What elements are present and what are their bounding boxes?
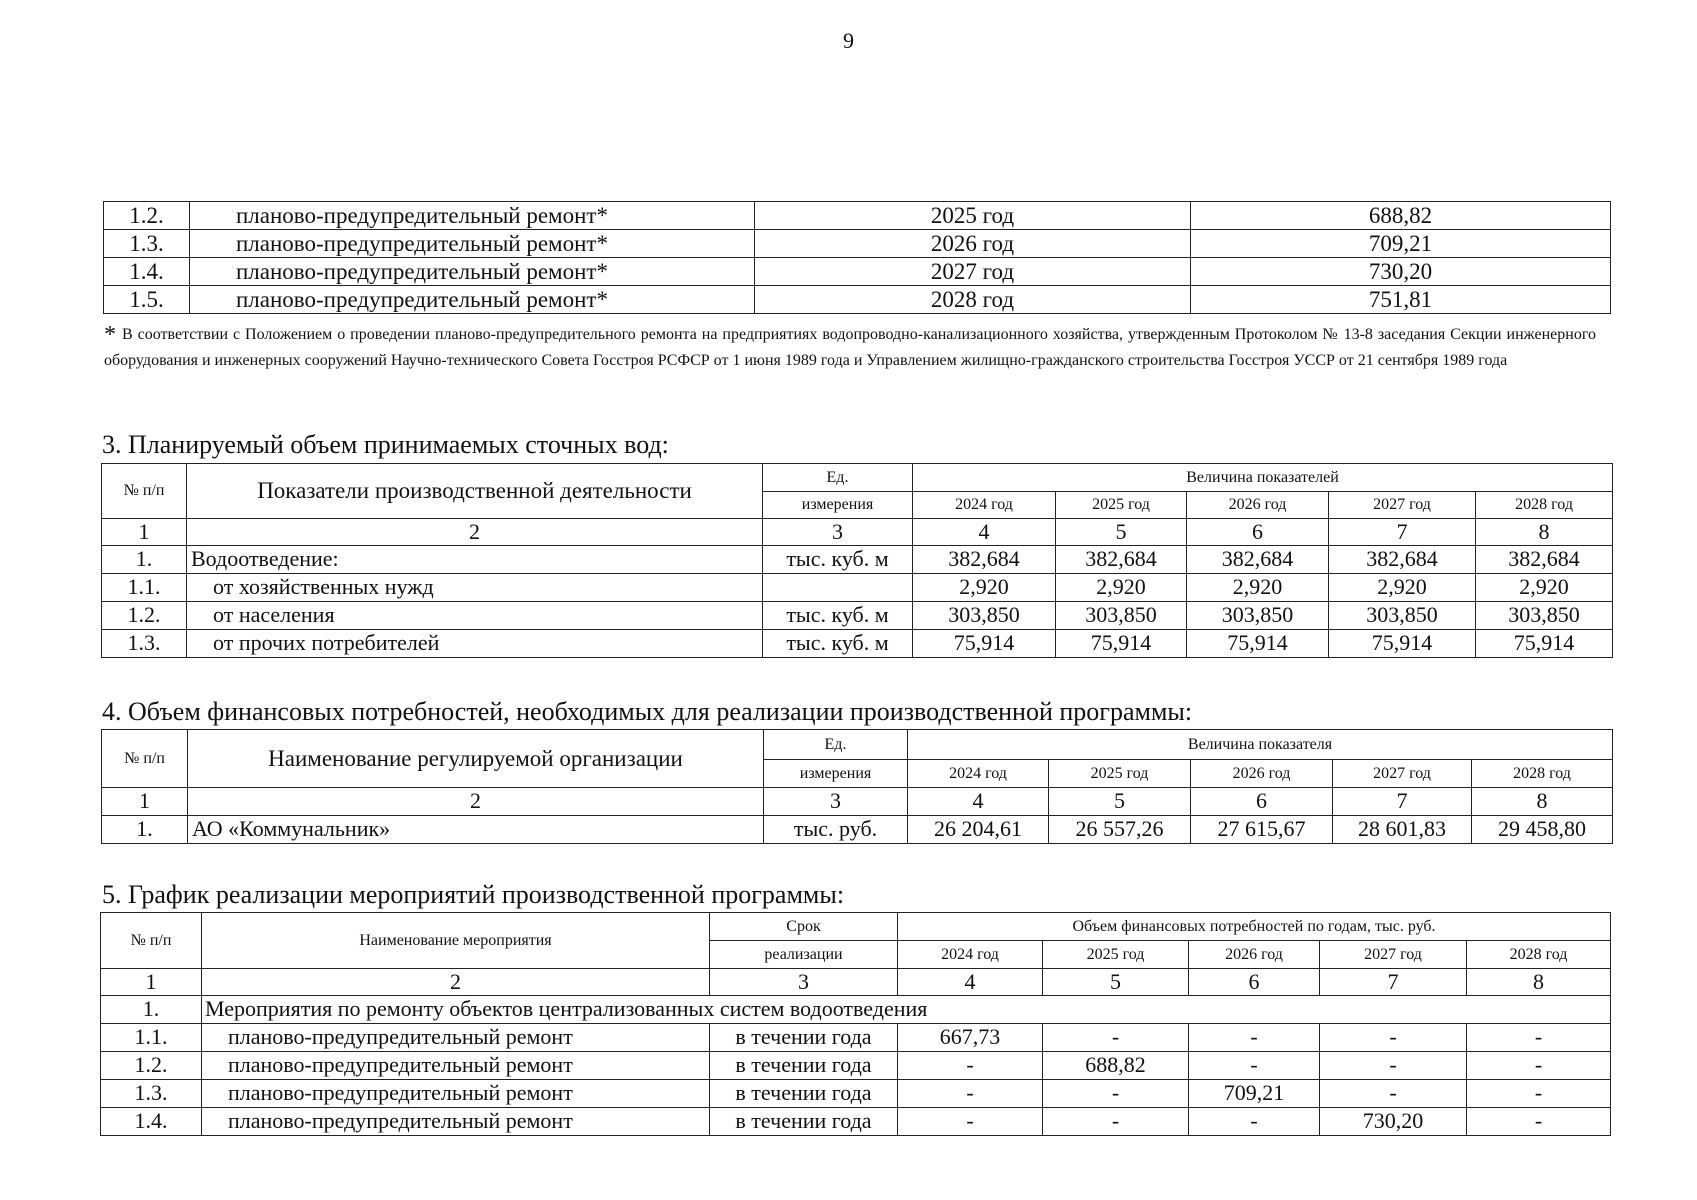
table-row: [102, 816, 1613, 844]
header-year: 2024 год: [908, 760, 1049, 788]
column-number-row: [101, 969, 1611, 996]
row-num: 1.2.: [104, 202, 190, 230]
row-term: в течении года: [710, 1024, 898, 1052]
header-unit-line2: измерения: [764, 760, 908, 788]
header-num: № п/п: [102, 730, 188, 788]
row-num: 1.3.: [101, 1080, 202, 1108]
column-number: 6: [1191, 788, 1333, 816]
row-value: 2,920: [913, 574, 1056, 602]
row-name: от населения: [187, 602, 763, 630]
column-number: 4: [913, 519, 1056, 546]
row-value: 382,684: [1329, 546, 1476, 574]
row-value: -: [1043, 1024, 1189, 1052]
row-value: -: [1189, 1024, 1320, 1052]
row-value: -: [1320, 1052, 1467, 1080]
column-number-row: [102, 519, 1613, 546]
row-value: 2,920: [1056, 574, 1187, 602]
row-year: 2025 год: [755, 202, 1191, 230]
row-value: 709,21: [1189, 1080, 1320, 1108]
financial-needs-body: [102, 816, 1613, 844]
table-row: [101, 1052, 1611, 1080]
header-year: 2028 год: [1467, 941, 1611, 969]
row-value: 303,850: [1056, 602, 1187, 630]
table-row: [102, 602, 1613, 630]
header-values-group: Объем финансовых потребностей по годам, тыс. руб.: [898, 913, 1611, 941]
row-value: -: [1467, 1080, 1611, 1108]
row-value: 303,850: [1476, 602, 1613, 630]
column-number: 6: [1189, 969, 1320, 996]
column-number: 1: [102, 788, 188, 816]
header-year: 2028 год: [1472, 760, 1613, 788]
row-term: в течении года: [710, 1108, 898, 1136]
column-number: 3: [710, 969, 898, 996]
header-org: Наименование регулируемой организации: [188, 730, 764, 788]
row-value: 688,82: [1043, 1052, 1189, 1080]
row-num: 1.: [102, 546, 187, 574]
row-unit: тыс. руб.: [764, 816, 908, 844]
header-year: 2026 год: [1187, 492, 1329, 519]
row-num: 1.2.: [102, 602, 187, 630]
row-value: 382,684: [913, 546, 1056, 574]
header-year: 2024 год: [913, 492, 1056, 519]
row-name: планово-предупредительный ремонт*: [190, 286, 755, 314]
header-unit-line1: Ед.: [764, 730, 908, 760]
row-name: планово-предупредительный ремонт*: [190, 258, 755, 286]
table-row: [104, 230, 1611, 258]
row-term: в течении года: [710, 1080, 898, 1108]
row-name: планово-предупредительный ремонт*: [190, 230, 755, 258]
row-num: 1.1.: [101, 1024, 202, 1052]
header-year: 2024 год: [898, 941, 1043, 969]
header-unit-line2: измерения: [763, 492, 913, 519]
row-value: 730,20: [1191, 258, 1611, 286]
column-number: 2: [202, 969, 710, 996]
row-unit: тыс. куб. м: [763, 602, 913, 630]
row-value: -: [1043, 1080, 1189, 1108]
column-number: 7: [1329, 519, 1476, 546]
implementation-schedule-table: [100, 912, 1611, 1136]
repair-continuation-table: [103, 201, 1611, 314]
row-value: 26 204,61: [908, 816, 1049, 844]
row-value: -: [1467, 1024, 1611, 1052]
header-year: 2027 год: [1333, 760, 1472, 788]
row-value: 2,920: [1476, 574, 1613, 602]
table-row: [102, 574, 1613, 602]
section5-title: 5. График реализации мероприятий производственной программы:: [102, 880, 845, 909]
column-number: 3: [764, 788, 908, 816]
row-num: 1.4.: [101, 1108, 202, 1136]
header-num: № п/п: [102, 464, 187, 519]
column-number: 5: [1049, 788, 1191, 816]
footnote: [104, 322, 1596, 374]
header-indicator: Показатели производственной деятельности: [187, 464, 763, 519]
row-value: 2,920: [1187, 574, 1329, 602]
header-year: 2025 год: [1043, 941, 1189, 969]
table-row: [101, 1108, 1611, 1136]
column-number: 5: [1056, 519, 1187, 546]
column-number: 4: [908, 788, 1049, 816]
header-year: 2026 год: [1191, 760, 1333, 788]
row-value: 303,850: [913, 602, 1056, 630]
row-name: планово-предупредительный ремонт: [202, 1052, 710, 1080]
row-value: 382,684: [1476, 546, 1613, 574]
row-value: 29 458,80: [1472, 816, 1613, 844]
row-value: 75,914: [1329, 630, 1476, 658]
section3-title: 3. Планируемый объем принимаемых сточных вод:: [102, 430, 669, 459]
row-num: 1.3.: [102, 630, 187, 658]
section4-title: 4. Объем финансовых потребностей, необходимых для реализации производственной программы:: [102, 697, 1193, 726]
row-num: 1.3.: [104, 230, 190, 258]
row-num: 1.: [102, 816, 188, 844]
table-row: [101, 1080, 1611, 1108]
header-unit-line1: Ед.: [763, 464, 913, 492]
row-value: 303,850: [1329, 602, 1476, 630]
footnote-text: В соответствии с Положением о проведении планово-предупредительного ремонта на предприятиях водопроводно-канализационного хозяйства, утвержденным Протоколом № 13-8 заседания Секции инженерного оборудования и инженерных сооружений Научно-технического Совета Госстроя РСФСР от 1 июня 1989 года и Управлением жилищно-гражданского строительства Госстроя УССР от 21 сентября 1989 года: [104, 326, 1596, 369]
header-year: 2025 год: [1049, 760, 1191, 788]
row-value: 75,914: [1187, 630, 1329, 658]
row-name: планово-предупредительный ремонт: [202, 1108, 710, 1136]
column-number: 7: [1333, 788, 1472, 816]
row-name: планово-предупредительный ремонт: [202, 1080, 710, 1108]
row-unit: тыс. куб. м: [763, 630, 913, 658]
implementation-schedule-body: [101, 996, 1611, 1136]
table-row: [101, 1024, 1611, 1052]
header-year: 2027 год: [1320, 941, 1467, 969]
table-row: [104, 286, 1611, 314]
row-value: -: [1467, 1108, 1611, 1136]
header-num: № п/п: [101, 913, 202, 969]
row-value: -: [1043, 1108, 1189, 1136]
row-value: -: [898, 1080, 1043, 1108]
column-number: 6: [1187, 519, 1329, 546]
column-number: 2: [187, 519, 763, 546]
column-number: 5: [1043, 969, 1189, 996]
row-unit: [763, 574, 913, 602]
row-num: 1.2.: [101, 1052, 202, 1080]
row-value: 26 557,26: [1049, 816, 1191, 844]
footnote-star: *: [104, 322, 116, 348]
row-value: -: [898, 1052, 1043, 1080]
row-year: 2027 год: [755, 258, 1191, 286]
row-value: 688,82: [1191, 202, 1611, 230]
row-value: 751,81: [1191, 286, 1611, 314]
wastewater-volume-table: [101, 463, 1613, 658]
row-name: от прочих потребителей: [187, 630, 763, 658]
row-value: -: [1320, 1024, 1467, 1052]
row-value: 75,914: [913, 630, 1056, 658]
column-number-row: [102, 788, 1613, 816]
column-number: 1: [101, 969, 202, 996]
row-num: 1.: [101, 996, 202, 1024]
table-row: [104, 202, 1611, 230]
column-number: 8: [1476, 519, 1613, 546]
row-value: 27 615,67: [1191, 816, 1333, 844]
column-number: 3: [763, 519, 913, 546]
row-unit: тыс. куб. м: [763, 546, 913, 574]
header-values-group: Величина показателя: [908, 730, 1613, 760]
table-row: [102, 546, 1613, 574]
row-value: 382,684: [1056, 546, 1187, 574]
column-number: 8: [1467, 969, 1611, 996]
row-num: 1.5.: [104, 286, 190, 314]
row-value: 667,73: [898, 1024, 1043, 1052]
row-value: -: [1467, 1052, 1611, 1080]
column-number: 2: [188, 788, 764, 816]
row-value: 28 601,83: [1333, 816, 1472, 844]
row-value: 709,21: [1191, 230, 1611, 258]
row-num: 1.4.: [104, 258, 190, 286]
column-number: 8: [1472, 788, 1613, 816]
column-number: 1: [102, 519, 187, 546]
row-name: планово-предупредительный ремонт*: [190, 202, 755, 230]
repair-continuation-body: [104, 202, 1611, 314]
row-num: 1.1.: [102, 574, 187, 602]
header-year: 2028 год: [1476, 492, 1613, 519]
header-year: 2025 год: [1056, 492, 1187, 519]
row-value: -: [1189, 1108, 1320, 1136]
header-year: 2026 год: [1189, 941, 1320, 969]
table-row: [104, 258, 1611, 286]
row-year: 2026 год: [755, 230, 1191, 258]
row-term: в течении года: [710, 1052, 898, 1080]
row-name: АО «Коммунальник»: [188, 816, 764, 844]
header-term-line1: Срок: [710, 913, 898, 941]
header-year: 2027 год: [1329, 492, 1476, 519]
page-number: 9: [843, 28, 854, 53]
row-name: от хозяйственных нужд: [187, 574, 763, 602]
table-row: [102, 630, 1613, 658]
row-value: -: [1189, 1052, 1320, 1080]
wastewater-volume-body: [102, 546, 1613, 658]
row-value: 2,920: [1329, 574, 1476, 602]
row-value: -: [898, 1108, 1043, 1136]
header-values-group: Величина показателей: [913, 464, 1613, 492]
row-value: -: [1320, 1080, 1467, 1108]
row-year: 2028 год: [755, 286, 1191, 314]
header-term-line2: реализации: [710, 941, 898, 969]
row-name: Водоотведение:: [187, 546, 763, 574]
row-value: 730,20: [1320, 1108, 1467, 1136]
group-name: Мероприятия по ремонту объектов централизованных систем водоотведения: [202, 996, 1611, 1024]
column-number: 7: [1320, 969, 1467, 996]
table-group-row: [101, 996, 1611, 1024]
row-value: 303,850: [1187, 602, 1329, 630]
row-value: 75,914: [1476, 630, 1613, 658]
header-event: Наименование мероприятия: [202, 913, 710, 969]
column-number: 4: [898, 969, 1043, 996]
row-value: 382,684: [1187, 546, 1329, 574]
row-value: 75,914: [1056, 630, 1187, 658]
financial-needs-table: [101, 729, 1613, 844]
row-name: планово-предупредительный ремонт: [202, 1024, 710, 1052]
